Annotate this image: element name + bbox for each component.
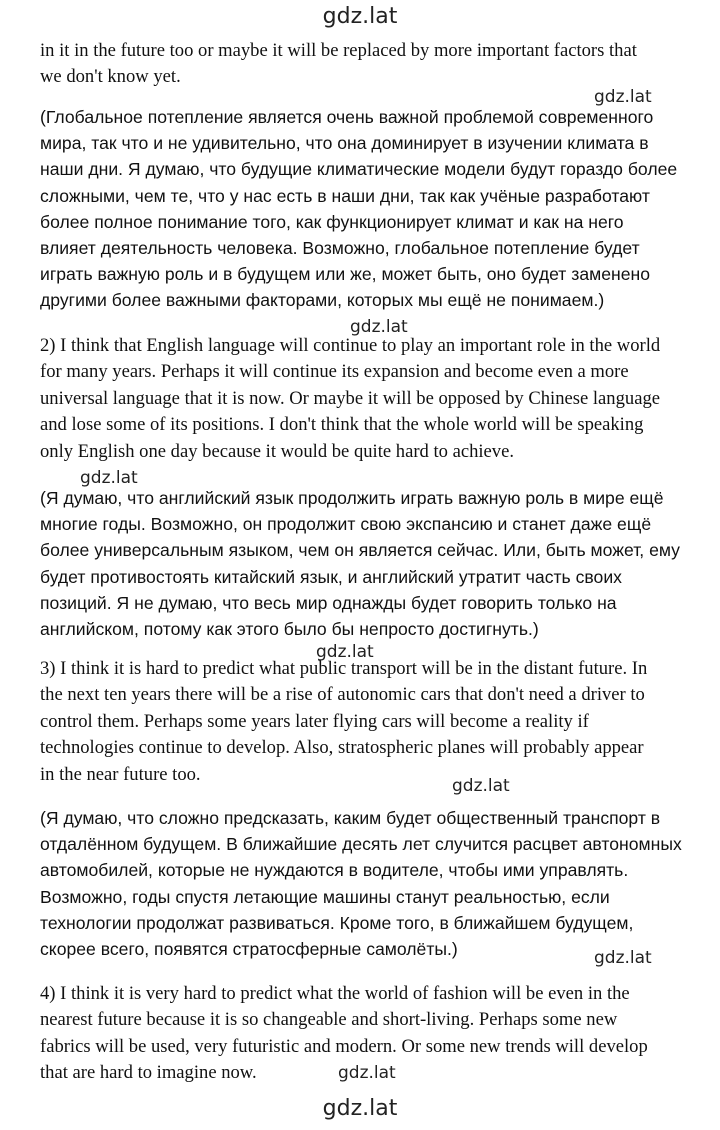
paragraph-russian-translation-3: (Я думаю, что сложно предсказать, каким будет общественный транспорт в отдалённом будущем. В ближайшие десять лет случится расцвет автономных автомобилей, которые не нуждаются в водителе, чтобы ими управлять. Возможно, годы спустя летающие машины станут реальностью, если технологии продолжат развиваться. Кроме того, в ближайшем будущем, скорее всего, появятся стратосферные самолёты.) <box>40 808 682 960</box>
paragraph-russian-translation-1: (Глобальное потепление является очень важной проблемой современного мира, так что и не удивительно, что она доминирует в изучении климата в наши дни. Я думаю, что будущие климатические модели будут гораздо более сложными, чем те, что у нас есть в наши дни, так как учёные разработают более полное понимание того, как функционирует климат и как на него влияет деятельность человека. Возможно, глобальное потепление будет играть важную роль и в будущем или же, может быть, оно будет заменено другими более важными факторами, которых мы ещё не понимаем.) <box>40 107 678 311</box>
watermark: gdz.lat <box>316 642 374 662</box>
watermark: gdz.lat <box>594 948 652 968</box>
paragraph-answer-2: 2) I think that English language will continue to play an important role in the world for many years. Perhaps it will continue its expansion and become even a more universal language that it is now. Or maybe it will be opposed by Chinese language and lose some of its positions. I don't think that the whole world will be speaking only English one day because it would be quite hard to achieve. <box>40 335 661 462</box>
watermark: gdz.lat <box>452 776 510 796</box>
watermark: gdz.lat <box>594 87 652 107</box>
paragraph-english-continuation: in it in the future too or maybe it will be replaced by more important factors that we don't know yet. <box>40 40 637 88</box>
watermark-top: gdz.lat <box>322 4 398 29</box>
paragraph-answer-4: 4) I think it is very hard to predict what the world of fashion will be even in the nearest future because it is so changeable and short-living. Perhaps some new fabrics will be used, very futuristic and modern. Or some new trends will develop that are hard to imagine now. <box>40 983 648 1084</box>
watermark: gdz.lat <box>80 468 138 488</box>
paragraph-answer-3: 3) I think it is hard to predict what public transport will be in the distant future. In the next ten years there will be a rise of autonomic cars that don't need a driver to control them. Perhaps some years later flying cars will become a reality if technologies continue to develop. Also, stratospheric planes will probably appear in the near future too. <box>40 658 648 785</box>
paragraph-russian-translation-2: (Я думаю, что английский язык продолжить играть важную роль в мире ещё многие годы. Возможно, он продолжит свою экспансию и станет даже ещё более универсальным языком, чем он является сейчас. Или, быть может, ему будет противостоять китайский язык, и английский утратит часть своих позиций. Я не думаю, что весь мир однажды будет говорить только на английском, потому как этого было бы непросто достигнуть.) <box>40 488 680 640</box>
watermark: gdz.lat <box>338 1063 396 1083</box>
watermark-bottom: gdz.lat <box>322 1096 398 1121</box>
watermark: gdz.lat <box>350 317 408 337</box>
